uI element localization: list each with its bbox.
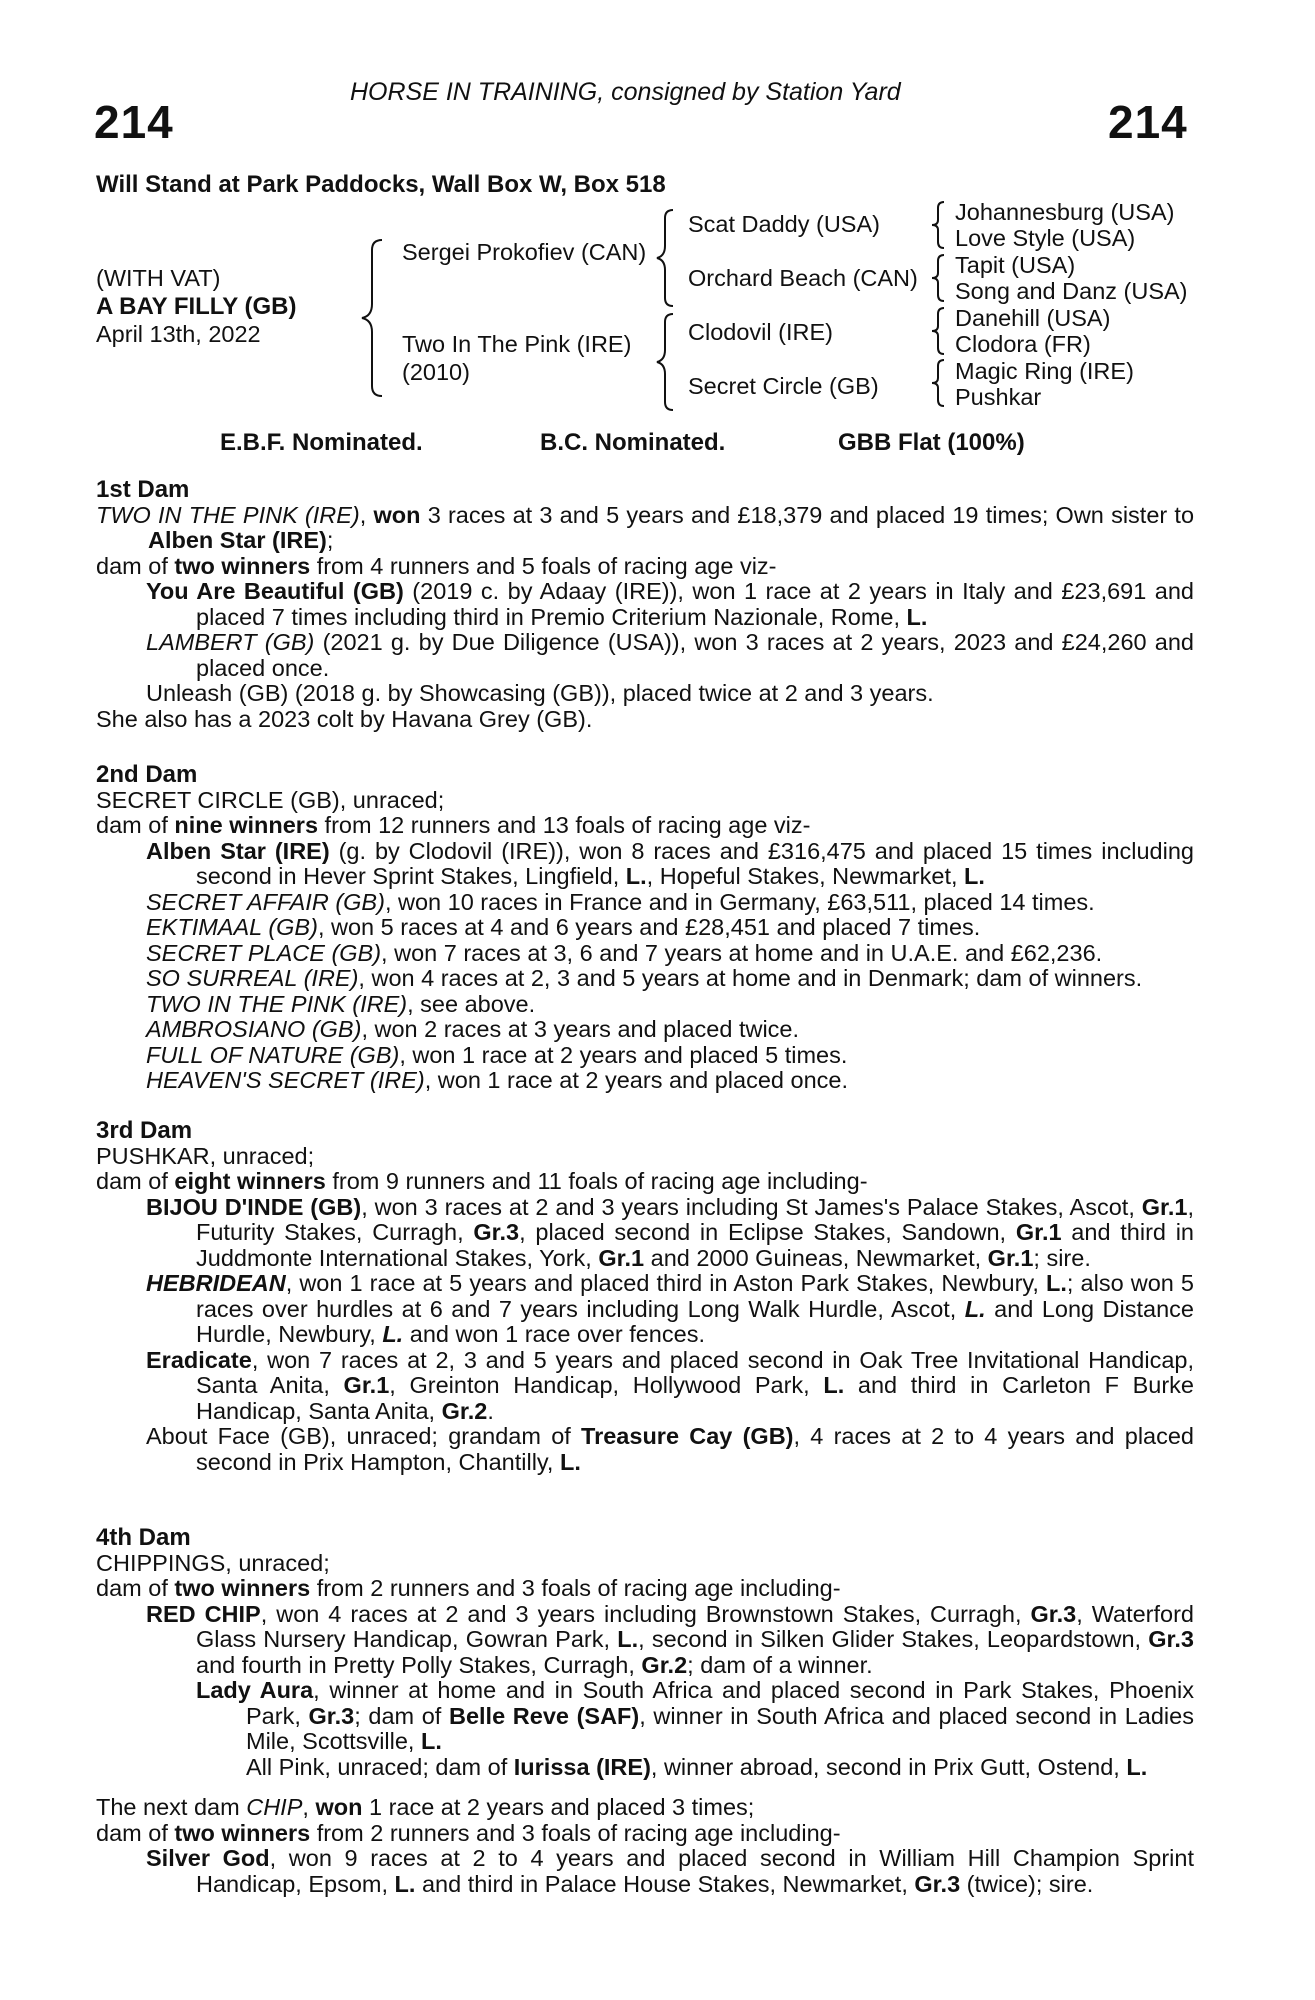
produce-summary: dam of nine winners from 12 runners and 13 foals of racing age viz-: [96, 812, 811, 838]
pedigree-brace-dam: [655, 312, 685, 412]
produce-entry: SECRET AFFAIR (GB), won 10 races in France and in Germany, £63,511, placed 14 times.: [146, 888, 1095, 915]
gbb-status: GBB Flat (100%): [838, 429, 1025, 456]
pedigree-sire: Sergei Prokofiev (CAN): [402, 239, 647, 265]
pedigree-dam-sire: Clodovil (IRE): [688, 319, 833, 345]
produce-summary: dam of two winners from 2 runners and 3 foals of racing age including-: [96, 1575, 841, 1601]
section-title: 3rd Dam: [96, 1117, 193, 1144]
produce-entry: Alben Star (IRE) (g. by Clodovil (IRE)), won 8 races and £316,475 and placed 15 times including second in Hever Sprint Stakes, Lingfield, L., Hopeful Stakes, Newmarket, L.: [146, 837, 1194, 889]
third-dam-section: [96, 1118, 1194, 1475]
stand-location: Will Stand at Park Paddocks, Wall Box W, Box 518: [96, 171, 666, 198]
produce-entry: RED CHIP, won 4 races at 2 and 3 years including Brownstown Stakes, Curragh, Gr.3, Waterford Glass Nursery Handicap, Gowran Park, L., second in Silken Glider Stakes, Leopardstown, Gr.3 and fourth in Pretty Polly Stakes, Curragh, Gr.2; dam of a winner.: [146, 1600, 1194, 1678]
produce-entry: FULL OF NATURE (GB), won 1 race at 2 years and placed 5 times.: [146, 1041, 848, 1068]
produce-entry: Unleash (GB) (2018 g. by Showcasing (GB)), placed twice at 2 and 3 years.: [146, 680, 934, 706]
dam-summary: TWO IN THE PINK (IRE), won 3 races at 3 and 5 years and £18,379 and placed 19 times; Own sister to Alben Star (IRE);: [96, 501, 1195, 553]
produce-entry: TWO IN THE PINK (IRE), see above.: [146, 990, 536, 1017]
vat-note: (WITH VAT): [96, 265, 221, 291]
lot-number-right: 214: [1108, 96, 1188, 148]
dam-summary: SECRET CIRCLE (GB), unraced;: [96, 786, 445, 813]
pedigree-sire-dam: Orchard Beach (CAN): [688, 265, 918, 291]
pedigree-g6: Clodora (FR): [955, 331, 1091, 357]
pedigree-g8: Pushkar: [955, 384, 1042, 410]
produce-note: She also has a 2023 colt by Havana Grey (GB).: [96, 705, 593, 732]
second-dam-section: [96, 762, 1194, 1094]
bc-nomination: B.C. Nominated.: [540, 429, 726, 456]
pedigree-brace-g3: [930, 306, 950, 356]
first-dam-section: [96, 477, 1194, 732]
produce-entry: Eradicate, won 7 races at 2, 3 and 5 years and placed second in Oak Tree Invitational Handicap, Santa Anita, Gr.1, Greinton Handicap, Hollywood Park, L. and third in Carleton F Burke Handicap, Santa Anita, Gr.2.: [146, 1346, 1194, 1424]
pedigree-g7: Magic Ring (IRE): [955, 358, 1134, 384]
pedigree-brace-sire: [655, 208, 685, 308]
consignment-heading: HORSE IN TRAINING, consigned by Station Yard: [350, 78, 901, 106]
pedigree-g5: Danehill (USA): [955, 305, 1111, 331]
produce-entry: You Are Beautiful (GB) (2019 c. by Adaay (IRE)), won 1 race at 2 years in Italy and £23,691 and placed 7 times including third in Premio Criterium Nazionale, Rome, L.: [146, 578, 1194, 630]
pedigree-brace-g1: [930, 200, 950, 250]
pedigree-g2: Love Style (USA): [955, 225, 1136, 251]
produce-summary: dam of eight winners from 9 runners and 11 foals of racing age including-: [96, 1168, 868, 1194]
fourth-dam-section: [96, 1525, 1194, 1780]
produce-entry: SO SURREAL (IRE), won 4 races at 2, 3 and 5 years at home and in Denmark; dam of winners.: [146, 965, 1143, 991]
produce-summary: dam of two winners from 2 runners and 3 foals of racing age including-: [96, 1819, 841, 1846]
section-title: 1st Dam: [96, 476, 190, 503]
produce-entry: About Face (GB), unraced; grandam of Treasure Cay (GB), 4 races at 2 to 4 years and placed second in Prix Hampton, Chantilly, L.: [146, 1423, 1194, 1475]
pedigree-brace-main: [360, 238, 400, 398]
produce-entry: LAMBERT (GB) (2021 g. by Due Diligence (USA)), won 3 races at 2 years, 2023 and £24,260 and placed once.: [146, 629, 1194, 681]
section-title: 4th Dam: [96, 1524, 191, 1551]
horse-name: A BAY FILLY (GB): [96, 293, 297, 320]
produce-entry: AMBROSIANO (GB), won 2 races at 3 years and placed twice.: [146, 1016, 800, 1042]
section-title: 2nd Dam: [96, 761, 198, 788]
dam-summary: PUSHKAR, unraced;: [96, 1142, 315, 1169]
produce-entry: Lady Aura, winner at home and in South Africa and placed second in Park Stakes, Phoenix Park, Gr.3; dam of Belle Reve (SAF), winner in South Africa and placed second in Ladies Mile, Scottsville, L.: [196, 1677, 1195, 1754]
pedigree-dam-year: (2010): [402, 359, 470, 385]
pedigree-sire-sire: Scat Daddy (USA): [688, 211, 880, 237]
dam-summary: The next dam CHIP, won 1 race at 2 years and placed 3 times;: [96, 1794, 755, 1820]
produce-entry: EKTIMAAL (GB), won 5 races at 4 and 6 years and £28,451 and placed 7 times.: [146, 914, 981, 940]
lot-number-left: 214: [94, 96, 174, 148]
produce-entry: BIJOU D'INDE (GB), won 3 races at 2 and 3 years including St James's Palace Stakes, Ascot, Gr.1, Futurity Stakes, Curragh, Gr.3, placed second in Eclipse Stakes, Sandown, Gr.1 and third in Juddmonte International Stakes, York, Gr.1 and 2000 Guineas, Newmarket, Gr.1; sire.: [146, 1193, 1195, 1271]
produce-entry: HEBRIDEAN, won 1 race at 5 years and placed third in Aston Park Stakes, Newbury, L.; also won 5 races over hurdles at 6 and 7 years including Long Walk Hurdle, Ascot, L. and Long Distance Hurdle, Newbury, L. and won 1 race over fences.: [146, 1270, 1194, 1347]
pedigree-g4: Song and Danz (USA): [955, 278, 1188, 304]
pedigree-dam-dam: Secret Circle (GB): [688, 373, 879, 399]
foaling-date: April 13th, 2022: [96, 321, 261, 347]
produce-entry: All Pink, unraced; dam of Iurissa (IRE), winner abroad, second in Prix Gutt, Ostend, L.: [246, 1753, 1148, 1780]
produce-entry: HEAVEN'S SECRET (IRE), won 1 race at 2 years and placed once.: [146, 1067, 848, 1093]
produce-entry: Silver God, won 9 races at 2 to 4 years and placed second in William Hill Champion Sprint Handicap, Epsom, L. and third in Palace House Stakes, Newmarket, Gr.3 (twice); sire.: [146, 1845, 1194, 1897]
pedigree-g1: Johannesburg (USA): [955, 199, 1175, 225]
ebf-nomination: E.B.F. Nominated.: [220, 429, 423, 456]
pedigree-dam: Two In The Pink (IRE): [402, 331, 632, 357]
dam-summary: CHIPPINGS, unraced;: [96, 1549, 330, 1576]
pedigree-g3: Tapit (USA): [955, 252, 1076, 278]
produce-entry: SECRET PLACE (GB), won 7 races at 3, 6 and 7 years at home and in U.A.E. and £62,236.: [146, 939, 1103, 966]
next-dam-section: [96, 1795, 1194, 1897]
pedigree-brace-g4: [930, 358, 950, 408]
produce-summary: dam of two winners from 4 runners and 5 foals of racing age viz-: [96, 552, 777, 579]
pedigree-brace-g2: [930, 253, 950, 303]
